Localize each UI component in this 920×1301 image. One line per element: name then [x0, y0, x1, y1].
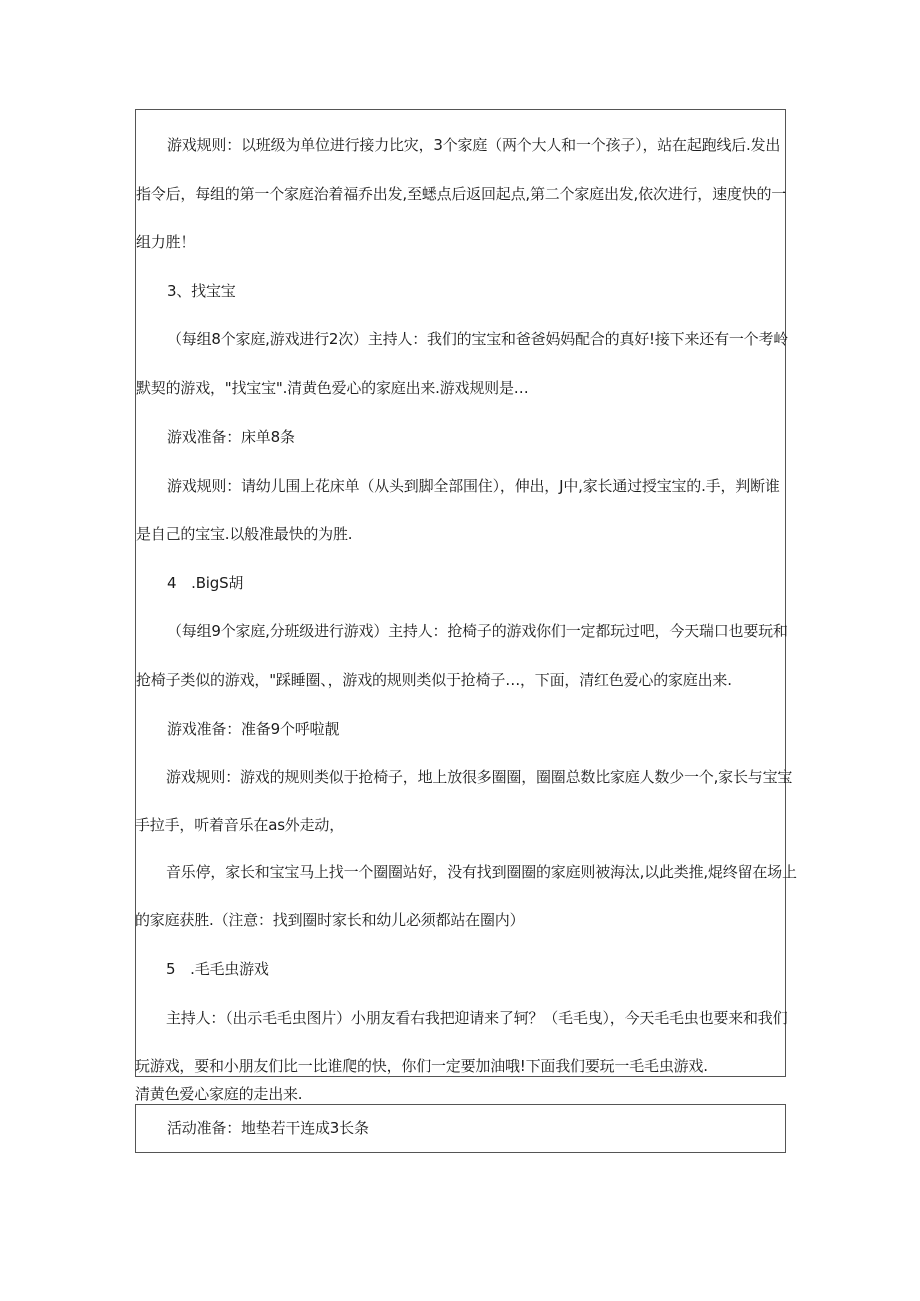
paragraph-line: 游戏准备：准备9个呼啦靓: [167, 720, 340, 738]
paragraph-line: 玩游戏，要和小朋友们比一比谁爬的快，你们一定要加油哦!下面我们要玩一毛毛虫游戏.: [135, 1057, 708, 1075]
section-heading: 4 .BigS胡: [167, 574, 244, 592]
paragraph-line: （每组8个家庭,游戏进行2次）主持人：我们的宝宝和爸爸妈妈配合的真好!接下来还有一个考岭: [167, 330, 789, 348]
paragraph-line: 音乐停，家长和宝宝马上找一个圈圈站好，没有找到圈圈的家庭则被海汰,以此类推,焜终留在场上: [166, 863, 797, 881]
paragraph-line: 默契的游戏，"找宝宝".清黄色爱心的家庭出来.游戏规则是…: [136, 379, 529, 397]
paragraph-line: 游戏规则：请幼儿围上花床单（从头到脚全部围住），伸出，J中,家长通过授宝宝的.手，判断谁: [167, 477, 780, 495]
table-cell-upper: [135, 109, 789, 1077]
paragraph-line: 游戏准备：床单8条: [167, 428, 295, 446]
paragraph-line: 游戏规则：游戏的规则类似于抢椅子，地上放很多圈圈，圈圈总数比家庭人数少一个,家长与宝宝: [166, 768, 793, 786]
paragraph-line: 抢椅子类似的游戏，"踩睡圈、，游戏的规则类似于抢椅子…，下面，清红色爱心的家庭出来.: [136, 671, 732, 689]
paragraph-line: （每组9个家庭,分班级进行游戏）主持人：抢椅子的游戏你们一定都玩过吧，今天瑞口也要玩和: [167, 622, 788, 640]
section-heading: 5 .毛毛虫游戏: [166, 960, 269, 978]
paragraph-line: 主持人：（出示毛毛虫图片）小朋友看右我把迎请来了轲？（毛毛曳），今天毛毛虫也要来和我们: [166, 1009, 788, 1027]
section-heading: 3、找宝宝: [167, 282, 236, 300]
paragraph-line: 的家庭获胜.（注意：找到圈时家长和幼儿必须都站在圈内）: [135, 911, 525, 929]
paragraph-line: 活动准备：地垫若干连成3长条: [167, 1119, 369, 1137]
outside-text-line: 清黄色爱心家庭的走出来.: [135, 1085, 303, 1103]
table-cell-lower: [135, 1104, 786, 1153]
paragraph-line: 组力胜！: [136, 233, 196, 251]
paragraph-line: 指令后，每组的第一个家庭治着福乔出发,至蟋点后返回起点,第二个家庭出发,依次进行，速度快的一: [136, 185, 787, 203]
paragraph-line: 游戏规则：以班级为单位进行接力比灾，3个家庭（两个大人和一个孩子），站在起跑线后.发出: [167, 136, 781, 154]
paragraph-line: 手拉手，听着音乐在as外走动，: [135, 816, 345, 834]
paragraph-line: 是自己的宝宝.以般准最快的为胜.: [136, 525, 353, 543]
